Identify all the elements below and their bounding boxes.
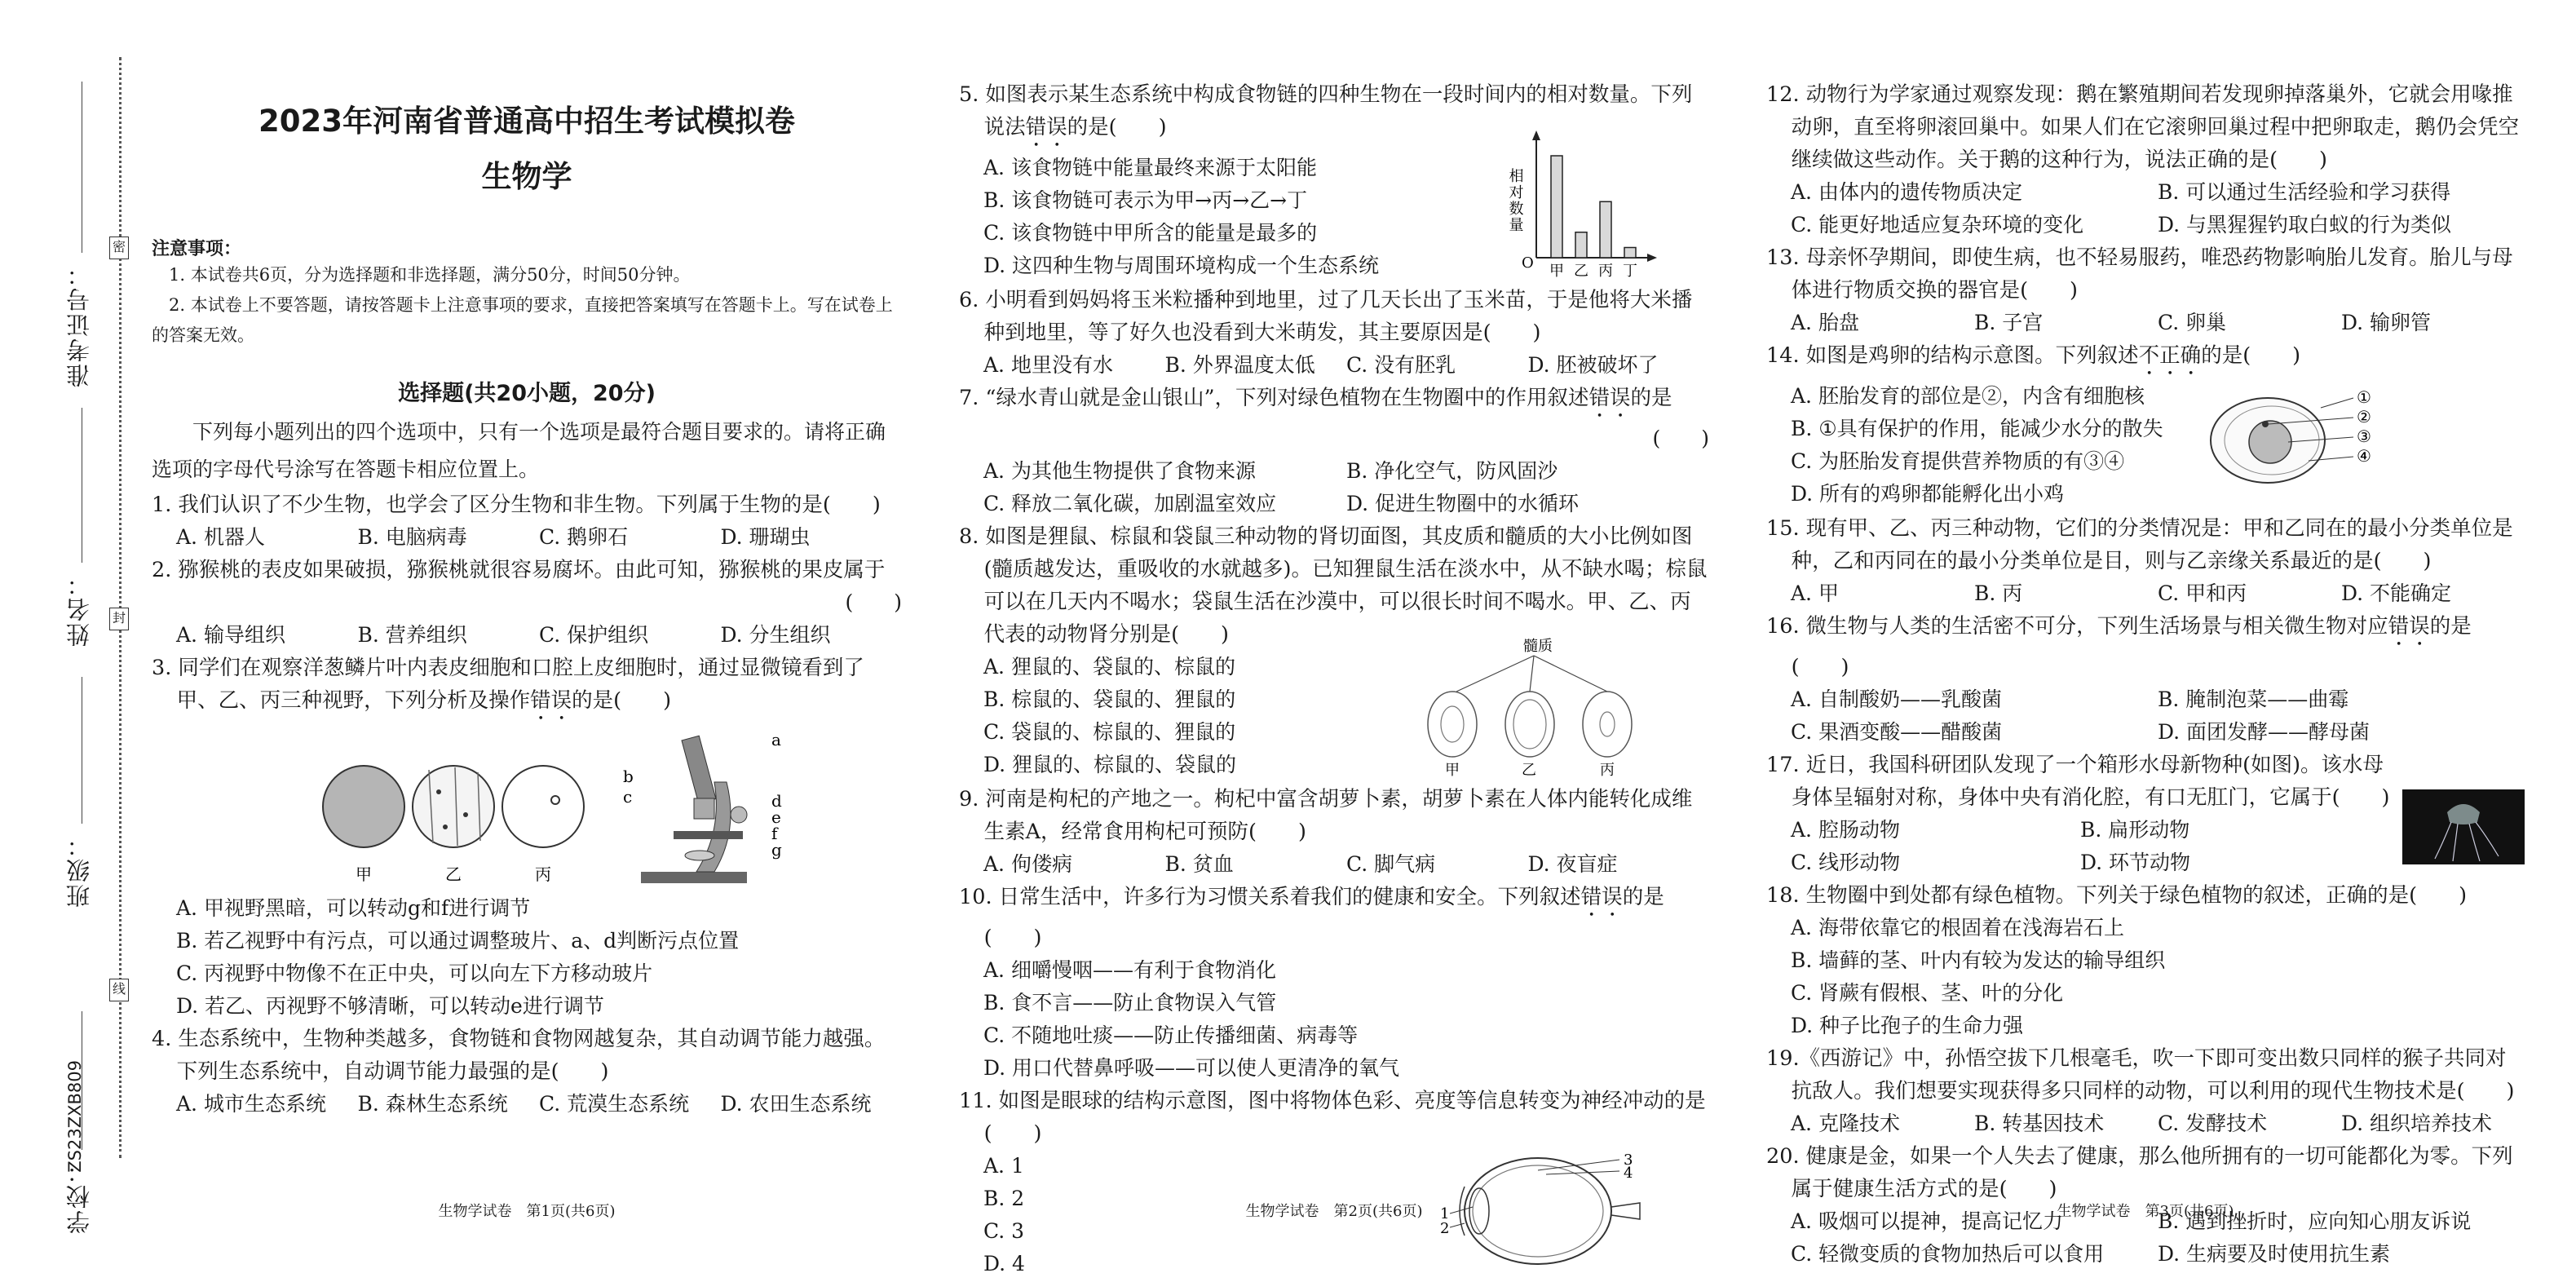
school-label: 学校： bbox=[65, 1158, 93, 1234]
option[interactable]: B. 转基因技术 bbox=[1974, 1112, 2105, 1135]
option[interactable]: C. 甲和丙 bbox=[2158, 581, 2247, 605]
page-footer-1: 生物学试卷 第1页(共6页) bbox=[438, 1203, 616, 1220]
option[interactable]: D. 种子比孢子的生命力强 bbox=[1791, 1014, 2024, 1037]
option[interactable]: B. 2 bbox=[983, 1187, 1025, 1210]
question-2-options bbox=[152, 619, 902, 652]
option[interactable]: B. 食不言——防止食物误入气管 bbox=[983, 991, 1277, 1015]
option[interactable]: D. 分生组织 bbox=[720, 623, 831, 647]
question-6-stem: 6. 小明看到妈妈将玉米粒播种到地里，过了几天长出了玉米苗，于是他将大米播种到地里，等了好久也没看到大米萌发，其主要原因是( ) bbox=[959, 288, 1693, 345]
question-16-stem: 16. 微生物与人类的生活密不可分，下列生活场景与相关微生物对应错误的是( ) bbox=[1766, 614, 2472, 679]
kidney-figure bbox=[1416, 634, 1660, 781]
option[interactable]: C. 发酵技术 bbox=[2158, 1112, 2268, 1135]
page-footer-2: 生物学试卷 第2页(共6页) bbox=[1245, 1203, 1423, 1220]
option[interactable]: D. 与黑猩猩钓取白蚁的行为类似 bbox=[2158, 213, 2452, 237]
option[interactable]: A. 胎盘 bbox=[1791, 311, 1859, 334]
scope-label: a bbox=[771, 730, 781, 749]
question-14-stem: 14. 如图是鸡卵的结构示意图。下列叙述不正确的是( ) bbox=[1766, 343, 2301, 368]
option[interactable]: C. 肾蕨有假根、茎、叶的分化 bbox=[1791, 981, 2064, 1005]
notice-item-2: 2. 本试卷上不要答题，请按答题卡上注意事项的要求，直接把答案填写在答题卡上。写在试卷上的答案无效。 bbox=[152, 295, 893, 345]
question-16-options bbox=[1766, 683, 2525, 749]
question-7-options bbox=[959, 455, 1709, 520]
option[interactable]: C. 丙视野中物像不在正中央，可以向左下方移动玻片 bbox=[176, 962, 653, 985]
question-5-block bbox=[959, 152, 1709, 284]
question-1-stem: 1. 我们认识了不少生物，也学会了区分生物和非生物。下列属于生物的是( ) bbox=[152, 493, 881, 517]
question-6-options bbox=[959, 349, 1709, 382]
kidney-label: 甲 bbox=[1445, 762, 1460, 779]
option[interactable]: C. 保护组织 bbox=[539, 623, 649, 647]
page-1 bbox=[152, 0, 902, 1242]
name-label: 姓名： bbox=[65, 571, 93, 647]
option[interactable]: B. 丙 bbox=[1974, 581, 2023, 605]
question-15-options bbox=[1766, 577, 2525, 610]
option[interactable]: A. 海带依靠它的根固着在浅海岩石上 bbox=[1791, 916, 2124, 939]
page-3 bbox=[1766, 0, 2525, 1266]
view-yi bbox=[413, 766, 494, 847]
option[interactable]: B. 棕鼠的、袋鼠的、狸鼠的 bbox=[983, 687, 1236, 711]
option[interactable]: B. 净化空气，防风固沙 bbox=[1346, 459, 1558, 483]
option[interactable]: C. 荒漠生态系统 bbox=[539, 1092, 690, 1116]
option[interactable]: B. 若乙视野中有污点，可以通过调整玻片、a、d判断污点位置 bbox=[176, 929, 740, 953]
option[interactable]: D. 若乙、丙视野不够清晰，可以转动e进行调节 bbox=[176, 994, 604, 1018]
section-title: 选择题(共20小题，20分) bbox=[398, 381, 656, 406]
question-12-stem: 12. 动物行为学家通过观察发现：鹅在繁殖期间若发现卵掉落巢外，它就会用喙推动卵，直至将卵滚回巢中。如果人们在它滚卵回巢过程中把卵取走，鹅仍会凭空继续做这些动作。关于鹅的这种行为，说法正确的是( ) bbox=[1766, 82, 2520, 172]
option[interactable]: A. 自制酸奶——乳酸菌 bbox=[1791, 687, 2002, 711]
option[interactable]: B. 扁形动物 bbox=[2080, 818, 2190, 842]
x-tick-label: 甲 bbox=[1549, 263, 1564, 280]
binding-strip bbox=[0, 0, 145, 1242]
eye-label: 4 bbox=[1624, 1165, 1633, 1182]
x-tick-label: 丙 bbox=[1598, 263, 1613, 280]
option[interactable]: A. 城市生态系统 bbox=[176, 1092, 326, 1116]
option[interactable]: B. 该食物链可表示为甲→丙→乙→丁 bbox=[983, 188, 1308, 212]
egg-label: ① bbox=[2357, 387, 2371, 407]
option[interactable]: D. 面团发酵——酵母菌 bbox=[2158, 720, 2371, 744]
section-intro: 下列每小题列出的四个选项中，只有一个选项是最符合题目要求的。请将正确选项的字母代号涂写在答题卡相应位置上。 bbox=[152, 420, 886, 481]
scope-label: d bbox=[771, 791, 782, 811]
view-jia bbox=[323, 766, 404, 847]
view-label: 丙 bbox=[535, 864, 551, 884]
question-17-stem: 17. 近日，我国科研团队发现了一个箱形水母新物种(如图)。该水母身体呈辐射对称，身体中央有消化腔，有口无肛门，它属于( ) bbox=[1766, 753, 2390, 810]
option[interactable]: C. 鹅卵石 bbox=[539, 525, 629, 549]
view-label: 乙 bbox=[445, 864, 462, 884]
scope-label: e bbox=[771, 807, 781, 827]
option[interactable]: C. 释放二氧化碳，加剧温室效应 bbox=[983, 492, 1277, 515]
option[interactable]: D. 珊瑚虫 bbox=[720, 525, 811, 549]
option[interactable]: B. 贫血 bbox=[1164, 852, 1234, 876]
question-18-stem: 18. 生物圈中到处都有绿色植物。下列关于绿色植物的叙述，正确的是( ) bbox=[1766, 883, 2468, 908]
eye-label: 2 bbox=[1440, 1220, 1450, 1237]
microscope-drawing bbox=[641, 736, 747, 883]
view-label: 甲 bbox=[356, 864, 372, 884]
option[interactable]: A. 佝偻病 bbox=[983, 852, 1072, 876]
bar-丙 bbox=[1600, 201, 1611, 258]
option[interactable]: B. 外界温度太低 bbox=[1164, 353, 1315, 377]
kidney-label: 乙 bbox=[1522, 762, 1536, 779]
chart-origin-label: O bbox=[1522, 254, 1534, 272]
option[interactable]: D. 促进生物圈中的水循环 bbox=[1346, 492, 1580, 515]
option[interactable]: A. 该食物链中能量最终来源于太阳能 bbox=[983, 156, 1317, 179]
option[interactable]: C. 脚气病 bbox=[1346, 852, 1436, 876]
subject-title: 生物学 bbox=[481, 159, 572, 194]
option[interactable]: D. 生病要及时使用抗生素 bbox=[2158, 1242, 2391, 1266]
paper-code: ZS23ZXB809 bbox=[65, 1060, 85, 1173]
x-tick-label: 丁 bbox=[1623, 263, 1637, 280]
question-7-stem: 7. “绿水青山就是金山银山”，下列对绿色植物在生物圈中的作用叙述错误的是 bbox=[959, 386, 1672, 410]
option[interactable]: D. 用口代替鼻呼吸——可以使人更清净的氧气 bbox=[983, 1056, 1400, 1080]
page-footer-3: 生物学试卷 第3页(共6页) bbox=[2057, 1203, 2234, 1220]
option[interactable]: C. 袋鼠的、棕鼠的、狸鼠的 bbox=[983, 720, 1236, 744]
option[interactable]: B. 可以通过生活经验和学习获得 bbox=[2158, 180, 2451, 204]
egg-label: ④ bbox=[2357, 446, 2371, 466]
binding-mark-mi: 密 bbox=[109, 237, 129, 259]
exam-no-label: 准考证号： bbox=[65, 261, 93, 387]
question-11-stem: 11. 如图是眼球的结构示意图，图中将物体色彩、亮度等信息转变为神经冲动的是( ) bbox=[959, 1089, 1706, 1146]
question-19-stem: 19.《西游记》中，孙悟空拔下几根毫毛，吹一下即可变出数只同样的猴子共同对抗敌人。我们想要实现获得多只同样的动物，可以利用的现代生物技术是( ) bbox=[1766, 1046, 2515, 1103]
option[interactable]: A. 甲视野黑暗，可以转动g和f进行调节 bbox=[176, 896, 531, 920]
option[interactable]: D. 这四种生物与周围环境构成一个生态系统 bbox=[983, 254, 1380, 277]
question-2-stem: 2. 猕猴桃的表皮如果破损，猕猴桃就很容易腐坏。由此可知，猕猴桃的果皮属于 bbox=[152, 558, 886, 582]
bar-甲 bbox=[1551, 156, 1562, 258]
microscope-views-svg bbox=[152, 725, 902, 892]
option[interactable]: C. 轻微变质的食物加热后可以食用 bbox=[1791, 1242, 2105, 1266]
option[interactable]: B. 遇到挫折时，应向知心朋友诉说 bbox=[2158, 1209, 2472, 1233]
view-bing bbox=[502, 766, 584, 847]
binding-mark-xian: 线 bbox=[109, 979, 129, 1001]
option[interactable]: C. 没有胚乳 bbox=[1346, 353, 1456, 377]
jellyfish-photo bbox=[2402, 789, 2525, 864]
question-17-block bbox=[1766, 749, 2525, 879]
question-5-stem: 5. 如图表示某生态系统中构成食物链的四种生物在一段时间内的相对数量。下列说法错误的是( ) bbox=[959, 82, 1693, 139]
question-13-options bbox=[1766, 307, 2525, 339]
question-3-stem: 3. 同学们在观察洋葱鳞片叶内表皮细胞和口腔上皮细胞时，通过显微镜看到了甲、乙、丙三种视野，下列分析及操作错误的是( ) bbox=[152, 656, 864, 713]
eye-label: 3 bbox=[1624, 1152, 1633, 1169]
question-9-options bbox=[959, 848, 1709, 881]
chart-ylabel: 相对数量 bbox=[1506, 168, 1524, 233]
option[interactable]: D. 组织培养技术 bbox=[2341, 1112, 2493, 1135]
page-2 bbox=[959, 0, 1709, 1275]
binding-mark-feng: 封 bbox=[109, 608, 129, 630]
option[interactable]: D. 4 bbox=[983, 1252, 1025, 1275]
option[interactable]: A. 地里没有水 bbox=[983, 353, 1113, 377]
option[interactable]: D. 胚被破坏了 bbox=[1527, 353, 1659, 377]
option[interactable]: D. 环节动物 bbox=[2080, 851, 2191, 874]
scope-label: f bbox=[771, 824, 778, 843]
scope-label: b bbox=[623, 767, 634, 786]
option[interactable]: C. 3 bbox=[983, 1219, 1025, 1243]
question-8-stem: 8. 如图是狸鼠、棕鼠和袋鼠三种动物的肾切面图，其皮质和髓质的大小比例如图(髓质越发达，重吸收的水就越多)。已知狸鼠生活在淡水中，从不缺水喝；棕鼠可以在几天内不喝水；袋鼠生活在沙漠中，可以很长时间不喝水。甲、乙、丙代表的动物肾分别是( ) bbox=[959, 524, 1708, 647]
option[interactable]: A. 胚胎发育的部位是②，内含有细胞核 bbox=[1791, 384, 2145, 408]
question-8-block bbox=[959, 638, 1709, 783]
option[interactable]: D. 狸鼠的、棕鼠的、袋鼠的 bbox=[983, 753, 1237, 776]
option[interactable]: D. 农田生态系统 bbox=[720, 1092, 872, 1116]
population-bar-chart bbox=[1497, 119, 1660, 282]
class-label: 班级： bbox=[65, 832, 93, 908]
question-13-stem: 13. 母亲怀孕期间，即使生病，也不轻易服药，唯恐药物影响胎儿发育。胎儿与母体进行物质交换的器官是( ) bbox=[1766, 245, 2513, 303]
option[interactable]: A. 为其他生物提供了食物来源 bbox=[983, 459, 1256, 483]
option[interactable]: D. 不能确定 bbox=[2341, 581, 2452, 605]
option[interactable]: A. 吸烟可以提神，提高记忆力 bbox=[1791, 1209, 2063, 1233]
exam-title: 2023年河南省普通高中招生考试模拟卷 bbox=[258, 104, 795, 139]
scope-label: g bbox=[771, 840, 782, 860]
option[interactable]: D. 输卵管 bbox=[2341, 311, 2432, 334]
notice-item-1: 1. 本试卷共6页，分为选择题和非选择题，满分50分，时间50分钟。 bbox=[169, 265, 691, 285]
question-9-stem: 9. 河南是枸杞的产地之一。枸杞中富含胡萝卜素，胡萝卜素在人体内能转化成维生素A，经常食用枸杞可预防( ) bbox=[959, 787, 1693, 844]
kidney-fig-top: 髓质 bbox=[1523, 638, 1553, 655]
option[interactable]: B. ①具有保护的作用，能减少水分的散失 bbox=[1791, 417, 2163, 440]
question-19-options bbox=[1766, 1107, 2525, 1140]
option[interactable]: B. 腌制泡菜——曲霉 bbox=[2158, 687, 2349, 711]
egg-figure bbox=[2207, 383, 2394, 497]
question-12-options bbox=[1766, 176, 2525, 241]
option[interactable]: A. 机器人 bbox=[176, 525, 265, 549]
option[interactable]: C. 线形动物 bbox=[1791, 851, 1901, 874]
option[interactable]: A. 输导组织 bbox=[176, 623, 285, 647]
option[interactable]: C. 为胚胎发育提供营养物质的有③④ bbox=[1791, 449, 2125, 473]
question-20-stem: 20. 健康是金，如果一个人失去了健康，那么他所拥有的一切可能都化为零。下列属于健康生活方式的是( ) bbox=[1766, 1144, 2513, 1201]
option[interactable]: A. 甲 bbox=[1791, 581, 1839, 605]
option[interactable]: A. 腔肠动物 bbox=[1791, 818, 1900, 842]
egg-label: ③ bbox=[2357, 427, 2371, 446]
bar-乙 bbox=[1575, 232, 1587, 258]
question-3-figure bbox=[152, 725, 902, 892]
option[interactable]: D. 所有的鸡卵都能孵化出小鸡 bbox=[1791, 482, 2065, 506]
option[interactable]: B. 子宫 bbox=[1974, 311, 2044, 334]
option[interactable]: C. 果酒变酸——醋酸菌 bbox=[1791, 720, 2003, 744]
question-15-stem: 15. 现有甲、乙、丙三种动物，它们的分类情况是：甲和乙同在的最小分类单位是种，乙和丙同在的最小分类单位是目，则与乙亲缘关系最近的是( ) bbox=[1766, 516, 2513, 573]
option[interactable]: B. 森林生态系统 bbox=[357, 1092, 508, 1116]
notice-heading: 注意事项： bbox=[152, 239, 242, 259]
x-tick-label: 乙 bbox=[1574, 263, 1588, 280]
bar-丁 bbox=[1624, 248, 1636, 259]
option[interactable]: A. 1 bbox=[983, 1154, 1024, 1178]
option[interactable]: C. 能更好地适应复杂环境的变化 bbox=[1791, 213, 2084, 237]
question-2-paren: ( ) bbox=[845, 590, 902, 614]
option[interactable]: A. 由体内的遗传物质决定 bbox=[1791, 180, 2022, 204]
eye-label: 1 bbox=[1440, 1205, 1450, 1222]
question-4-stem: 4. 生态系统中，生物种类越多，食物链和食物网越复杂，其自动调节能力越强。下列生态系统中，自动调节能力最强的是( ) bbox=[152, 1027, 886, 1084]
question-14-block bbox=[1766, 380, 2525, 512]
egg-label: ② bbox=[2357, 407, 2371, 427]
option[interactable]: B. 墙藓的茎、叶内有较为发达的输导组织 bbox=[1791, 948, 2166, 972]
option[interactable]: B. 电脑病毒 bbox=[357, 525, 467, 549]
option[interactable]: B. 营养组织 bbox=[357, 623, 467, 647]
option[interactable]: A. 克隆技术 bbox=[1791, 1112, 1900, 1135]
option[interactable]: D. 夜盲症 bbox=[1527, 852, 1618, 876]
kidney-label: 丙 bbox=[1600, 762, 1615, 779]
option[interactable]: C. 该食物链中甲所含的能量是最多的 bbox=[983, 221, 1318, 245]
option[interactable]: A. 狸鼠的、袋鼠的、棕鼠的 bbox=[983, 655, 1235, 679]
option[interactable]: C. 卵巢 bbox=[2158, 311, 2227, 334]
option[interactable]: C. 不随地吐痰——防止传播细菌、病毒等 bbox=[983, 1023, 1359, 1047]
scope-label: c bbox=[623, 787, 633, 807]
option[interactable]: A. 细嚼慢咽——有利于食物消化 bbox=[983, 958, 1276, 982]
question-7-paren: ( ) bbox=[1652, 427, 1709, 450]
question-4-options bbox=[152, 1088, 902, 1121]
question-1-options bbox=[152, 521, 902, 554]
question-10-stem: 10. 日常生活中，许多行为习惯关系着我们的健康和安全。下列叙述错误的是( ) bbox=[959, 885, 1664, 950]
